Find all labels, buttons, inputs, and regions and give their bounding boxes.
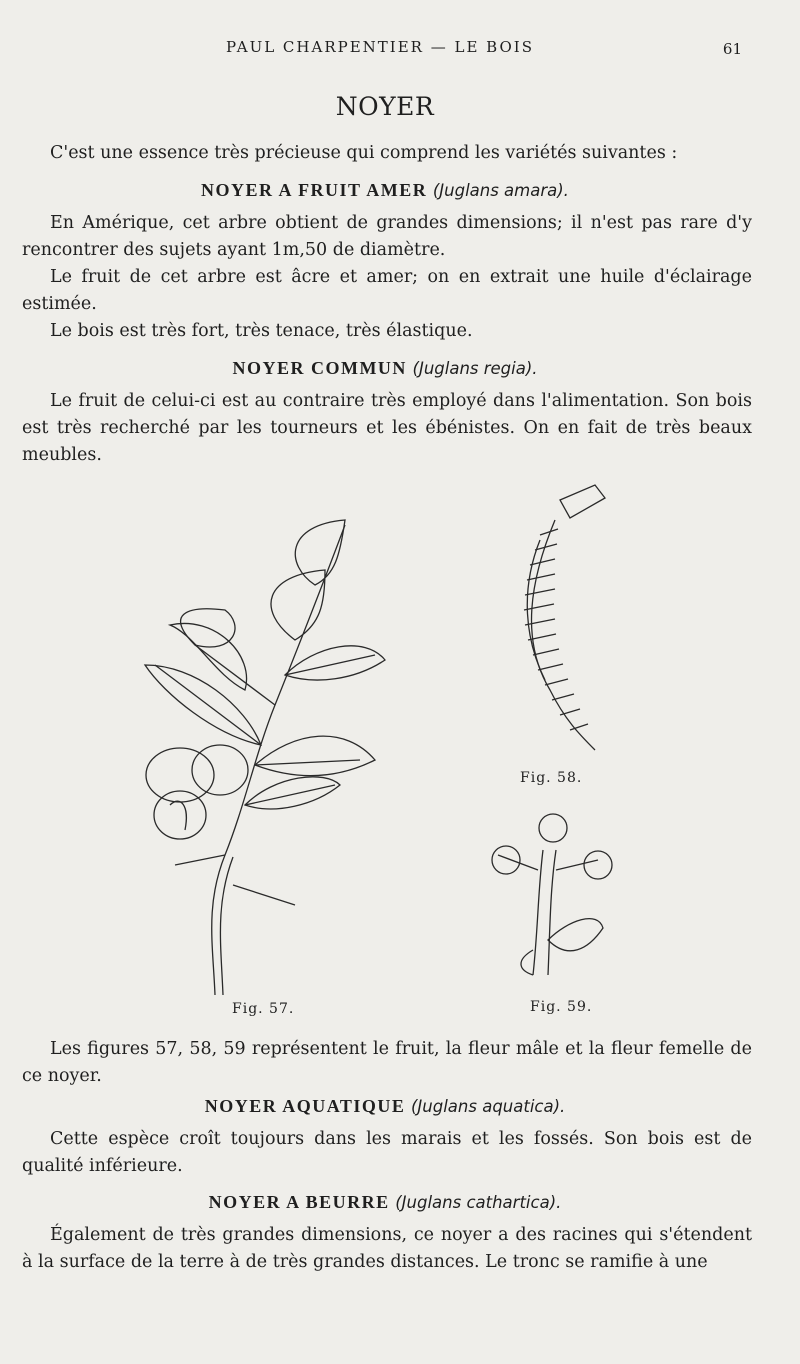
page-title: NOYER xyxy=(335,92,435,121)
intro-text: C'est une essence très précieuse qui comprend les variétés suivantes : xyxy=(50,143,678,163)
figures-note: Les figures 57, 58, 59 représentent le fruit, la fleur mâle et la fleur femelle de ce noyer. xyxy=(22,1039,752,1086)
section-heading-beurre xyxy=(0,1192,770,1213)
paragraph: En Amérique, cet arbre obtient de grandes dimensions; il n'est pas rare d'y rencontrer des sujets ayant 1m,50 de diamètre. xyxy=(22,213,752,260)
female-flower-illustration xyxy=(478,810,623,985)
paragraph: Le bois est très fort, très tenace, très élastique. xyxy=(50,321,473,341)
heading-label: NOYER A BEURRE xyxy=(208,1192,390,1212)
paragraph: Cette espèce croît toujours dans les marais et les fossés. Son bois est de qualité inférieure. xyxy=(22,1129,752,1176)
section-heading-commun xyxy=(0,358,770,379)
heading-latin: (Juglans regia). xyxy=(412,359,538,378)
paragraph: Le fruit de celui-ci est au contraire très employé dans l'alimentation. Son bois est très recherché par les tourneurs et les ébénistes. On en fait de très beaux meubles. xyxy=(22,391,752,465)
walnut-branch-illustration xyxy=(135,515,395,1005)
heading-latin: (Juglans amara). xyxy=(432,181,569,200)
heading-label: NOYER COMMUN xyxy=(232,358,407,378)
heading-label: NOYER AQUATIQUE xyxy=(204,1096,406,1116)
figure-caption-57: Fig. 57. xyxy=(232,1001,295,1017)
page-number: 61 xyxy=(722,40,742,58)
heading-label: NOYER A FRUIT AMER xyxy=(201,180,428,200)
figure-caption-59: Fig. 59. xyxy=(530,999,593,1015)
section-heading-aquatique xyxy=(0,1096,770,1117)
paragraph: Également de très grandes dimensions, ce noyer a des racines qui s'étendent à la surface de la terre à de très grandes distances. Le tronc se ramifie à une xyxy=(22,1225,752,1272)
running-header: PAUL CHARPENTIER — LE BOIS xyxy=(226,38,534,56)
male-catkin-illustration xyxy=(500,480,610,755)
paragraph: Le fruit de cet arbre est âcre et amer; on en extrait une huile d'éclairage estimée. xyxy=(22,267,752,314)
heading-latin: (Juglans cathartica). xyxy=(395,1193,562,1212)
heading-latin: (Juglans aquatica). xyxy=(410,1097,566,1116)
section-heading-fruit-amer xyxy=(0,180,770,201)
figure-caption-58: Fig. 58. xyxy=(520,770,583,786)
